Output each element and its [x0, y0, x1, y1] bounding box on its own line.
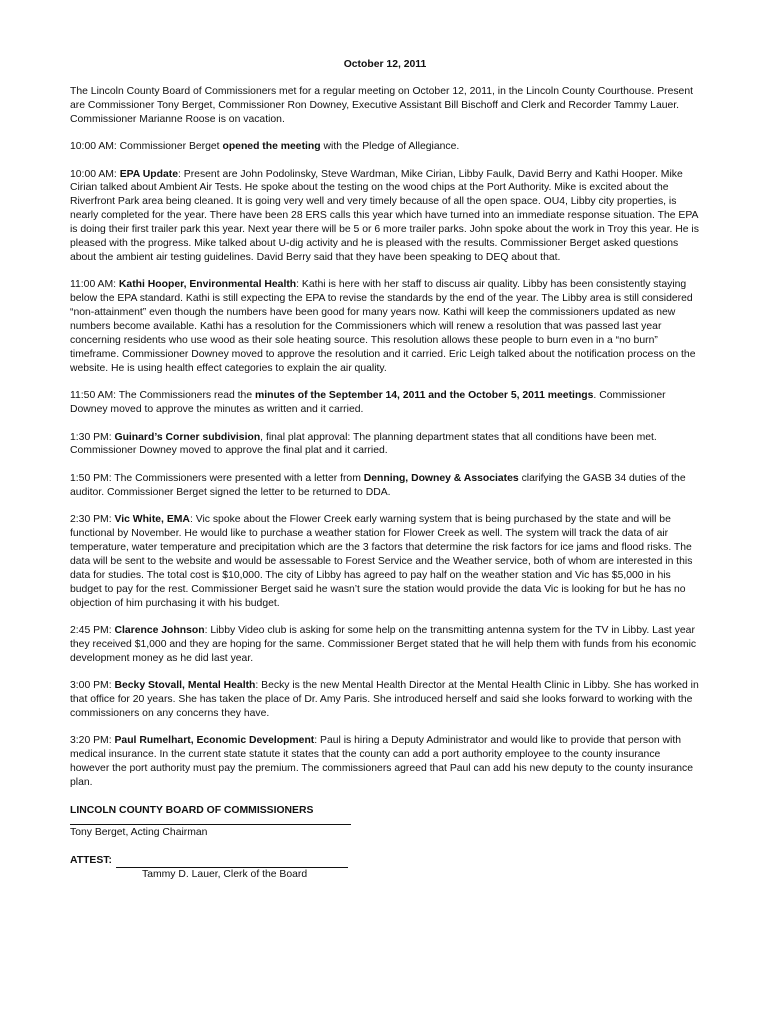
signature-line — [70, 817, 351, 825]
item-text: . Commissioner Downey moved to approve the minutes as written and it carried. — [70, 390, 666, 416]
item-lead: 3:20 PM: — [70, 735, 115, 747]
item-lead: 2:45 PM: — [70, 625, 115, 636]
board-title: LINCOLN COUNTY BOARD OF COMMISSIONERS — [70, 804, 314, 816]
item-text: clarifying the GASB 34 duties of the auditor. Commissioner Berget signed the letter to be returned to DDA. — [70, 472, 686, 498]
signature-block — [70, 804, 700, 883]
item-subject: Guinard’s Corner subdivision — [114, 431, 261, 443]
item-text: : Libby Video club is asking for some help on the transmitting antenna system for the TV in Libby. Last year they received $1,000 and they are hoping for the same. Commissioner Berget stated that he will help them with funds from his economic development money as he did last year. — [70, 625, 697, 664]
item-subject: EPA Update — [119, 168, 178, 180]
agenda-item — [70, 624, 700, 666]
item-lead: 1:50 PM: The Commissioners were presented with a letter from — [70, 472, 364, 484]
agenda-item — [70, 513, 700, 610]
agenda-item — [70, 734, 700, 790]
attest-row — [70, 854, 700, 868]
item-subject: opened the meeting — [222, 141, 321, 153]
agenda-item — [70, 278, 700, 375]
item-lead: 10:00 AM: Commissioner Berget — [70, 141, 223, 153]
item-subject: Denning, Downey & Associates — [363, 472, 519, 484]
item-subject: Becky Stovall, Mental Health — [114, 680, 256, 692]
minutes-document — [70, 58, 700, 882]
agenda-item — [70, 168, 700, 265]
attest-signature-line — [116, 857, 348, 868]
item-lead: 10:00 AM: — [70, 168, 120, 180]
item-subject: Clarence Johnson — [114, 625, 205, 636]
item-subject: Kathi Hooper, Environmental Health — [118, 279, 297, 291]
agenda-item — [70, 472, 700, 500]
item-lead: 2:30 PM: — [70, 514, 115, 526]
attest-label: ATTEST: — [70, 855, 112, 867]
item-lead: 11:00 AM: — [70, 279, 119, 291]
item-text: : Present are John Podolinsky, Steve Wardman, Mike Cirian, Libby Faulk, David Berry and Kathi Hooper. Mike Cirian talked about Ambient Air Tests. He spoke about the testing on the wood chips at the Port Authority. Mike is excited about the Riverfront Park area being cleaned. It is going very well and very timely because of all the open space. OU4, Libby city properties, is nearly completed for the year. There have been 28 ERS calls this year which have turned into an immediate response situation. The EPA is doing their first trailer park this year. Next year there will be 5 or 6 more trailer parks. John spoke about the work in Troy this year. He is pleased with the progress. Mike talked about U-dig activity and he is pleased with the results. Commissioner Berget asked questions about the ambient air testing guidelines. David Berry said that they have been speaking to DEQ about that. — [70, 168, 699, 263]
item-lead: 1:30 PM: — [70, 431, 115, 443]
clerk-name: Tammy D. Lauer, Clerk of the Board — [142, 869, 308, 881]
item-text: : Vic spoke about the Flower Creek early warning system that is being purchased by the state and will be functional by November. He would like to purchase a weather station for Flower Creek as well. The system will track the data of air temperature, water temperature and precipitation which are the 3 factors that determine the risk factors for ice jams and flood risks. The data will be sent to the website and would be assessable to Forest Service and the Weather service, both of whom are interested in this data for studies. The total cost is $10,000. The city of Libby has agreed to pay half on the weather station and Vic has $5,000 in his budget to pay for the rest. Commissioner Berget said he wasn’t sure the station would provide the data Vic is looking for but he has no objection of him purchasing it with his budget. — [70, 514, 693, 609]
item-text: : Kathi is here with her staff to discuss air quality. Libby has been consistently staying below the EPA standard. Kathi is still expecting the EPA to revise the standards by the end of the year. The Libby area is still considered “non-attainment” even though the numbers have been good for many years now. Kathi will keep the commissioners updated as new numbers become available. Kathi has a resolution for the Commissioners which will renew a resolution that was passed last year concerning residents who use wood as their sole heating source. This resolution allows these people to burn even in a “no burn” timeframe. Commissioner Downey moved to approve the resolution and it carried. Eric Leigh talked about the notification process on the website. He is using health effect categories to explain the air quality. — [70, 279, 696, 374]
item-text: : Becky is the new Mental Health Director at the Mental Health Clinic in Libby. She has worked in that office for 20 years. She has taken the place of Dr. Amy Paris. She introduced herself and said she looks forward to working with the commissioners on any concerns they have. — [70, 680, 699, 720]
item-text: , final plat approval: The planning department states that all conditions have been met. Commissioner Downey moved to approve the final plat and it carried. — [70, 431, 657, 457]
chair-name: Tony Berget, Acting Chairman — [70, 827, 208, 839]
agenda-item — [70, 389, 700, 417]
item-text: : Paul is hiring a Deputy Administrator and would like to provide that person with medical insurance. In the current state statute it states that the county can add a port authority employee to the county insurance however the port authority must pay the premium. The commissioners agreed that Paul can add his new deputy to the county insurance plan. — [70, 735, 694, 789]
agenda-item — [70, 679, 700, 721]
item-subject: minutes of the September 14, 2011 and the October 5, 2011 meetings — [255, 390, 594, 402]
item-lead: 11:50 AM: The Commissioners read the — [70, 390, 256, 402]
meeting-date: October 12, 2011 — [343, 59, 427, 70]
item-text: with the Pledge of Allegiance. — [320, 141, 460, 153]
agenda-item — [70, 431, 700, 459]
agenda-item — [70, 140, 700, 154]
item-subject: Vic White, EMA — [114, 514, 190, 526]
item-lead: 3:00 PM: — [70, 680, 115, 692]
intro-paragraph: The Lincoln County Board of Commissioners met for a regular meeting on October 12, 2011, in the Lincoln County Courthouse. Present are Commissioner Tony Berget, Commissioner Ron Downey, Executive Assistant Bill Bischoff and Clerk and Recorder Tammy Lauer. Commissioner Marianne Roose is on vacation. — [70, 85, 694, 125]
item-subject: Paul Rumelhart, Economic Development — [114, 735, 315, 747]
